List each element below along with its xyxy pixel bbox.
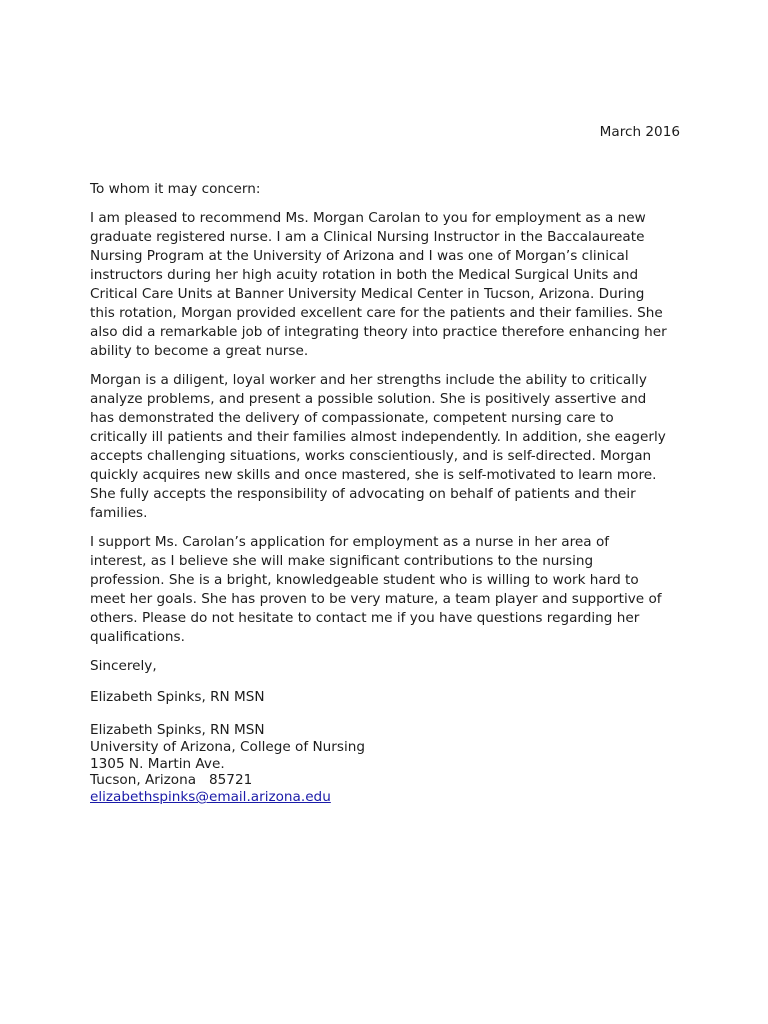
- paragraph-line: Critical Care Units at Banner University Medical Center in Tucson, Arizona. During: [90, 286, 645, 302]
- body-paragraph-2: [90, 371, 680, 523]
- contact-block: [90, 722, 680, 806]
- paragraph-line: interest, as I believe she will make significant contributions to the nursing: [90, 553, 594, 569]
- paragraph-line: Nursing Program at the University of Arizona and I was one of Morgan’s clinical: [90, 248, 629, 264]
- paragraph-line: quickly acquires new skills and once mastered, she is self-motivated to learn more.: [90, 467, 657, 483]
- letter-date: March 2016: [599, 124, 680, 140]
- paragraph-line: families.: [90, 505, 148, 521]
- paragraph-line: ability to become a great nurse.: [90, 343, 309, 359]
- paragraph-line: accepts challenging situations, works conscientiously, and is self-directed. Morgan: [90, 448, 652, 464]
- closing: Sincerely,: [90, 658, 157, 674]
- paragraph-line: others. Please do not hesitate to contact me if you have questions regarding her: [90, 610, 640, 626]
- body-paragraph-3: [90, 533, 680, 647]
- paragraph-line: analyze problems, and present a possible solution. She is positively assertive and: [90, 391, 647, 407]
- paragraph-line: also did a remarkable job of integrating theory into practice therefore enhancing her: [90, 324, 667, 340]
- contact-city: Tucson, Arizona 85721: [90, 772, 253, 789]
- paragraph-line: I am pleased to recommend Ms. Morgan Carolan to you for employment as a new: [90, 210, 646, 226]
- paragraph-line: critically ill patients and their families almost independently. In addition, she eagerly: [90, 429, 666, 445]
- paragraph-line: graduate registered nurse. I am a Clinical Nursing Instructor in the Baccalaureate: [90, 229, 645, 245]
- contact-email-link[interactable]: elizabethspinks@email.arizona.edu: [90, 789, 331, 806]
- salutation: To whom it may concern:: [90, 181, 261, 197]
- paragraph-line: Morgan is a diligent, loyal worker and her strengths include the ability to critically: [90, 372, 647, 388]
- paragraph-line: qualifications.: [90, 629, 185, 645]
- paragraph-line: She fully accepts the responsibility of advocating on behalf of patients and their: [90, 486, 636, 502]
- paragraph-line: meet her goals. She has proven to be very mature, a team player and supportive of: [90, 591, 662, 607]
- recommendation-letter: [90, 123, 680, 806]
- paragraph-line: instructors during her high acuity rotation in both the Medical Surgical Units and: [90, 267, 639, 283]
- contact-organization: University of Arizona, College of Nursing: [90, 738, 365, 755]
- signature: Elizabeth Spinks, RN MSN: [90, 689, 265, 705]
- body-paragraph-1: [90, 209, 680, 361]
- paragraph-line: this rotation, Morgan provided excellent care for the patients and their families. She: [90, 305, 663, 321]
- paragraph-line: has demonstrated the delivery of compassionate, competent nursing care to: [90, 410, 614, 426]
- contact-street: 1305 N. Martin Ave.: [90, 755, 225, 772]
- paragraph-line: I support Ms. Carolan’s application for employment as a nurse in her area of: [90, 534, 610, 550]
- contact-name: Elizabeth Spinks, RN MSN: [90, 722, 265, 738]
- paragraph-line: profession. She is a bright, knowledgeable student who is willing to work hard to: [90, 572, 639, 588]
